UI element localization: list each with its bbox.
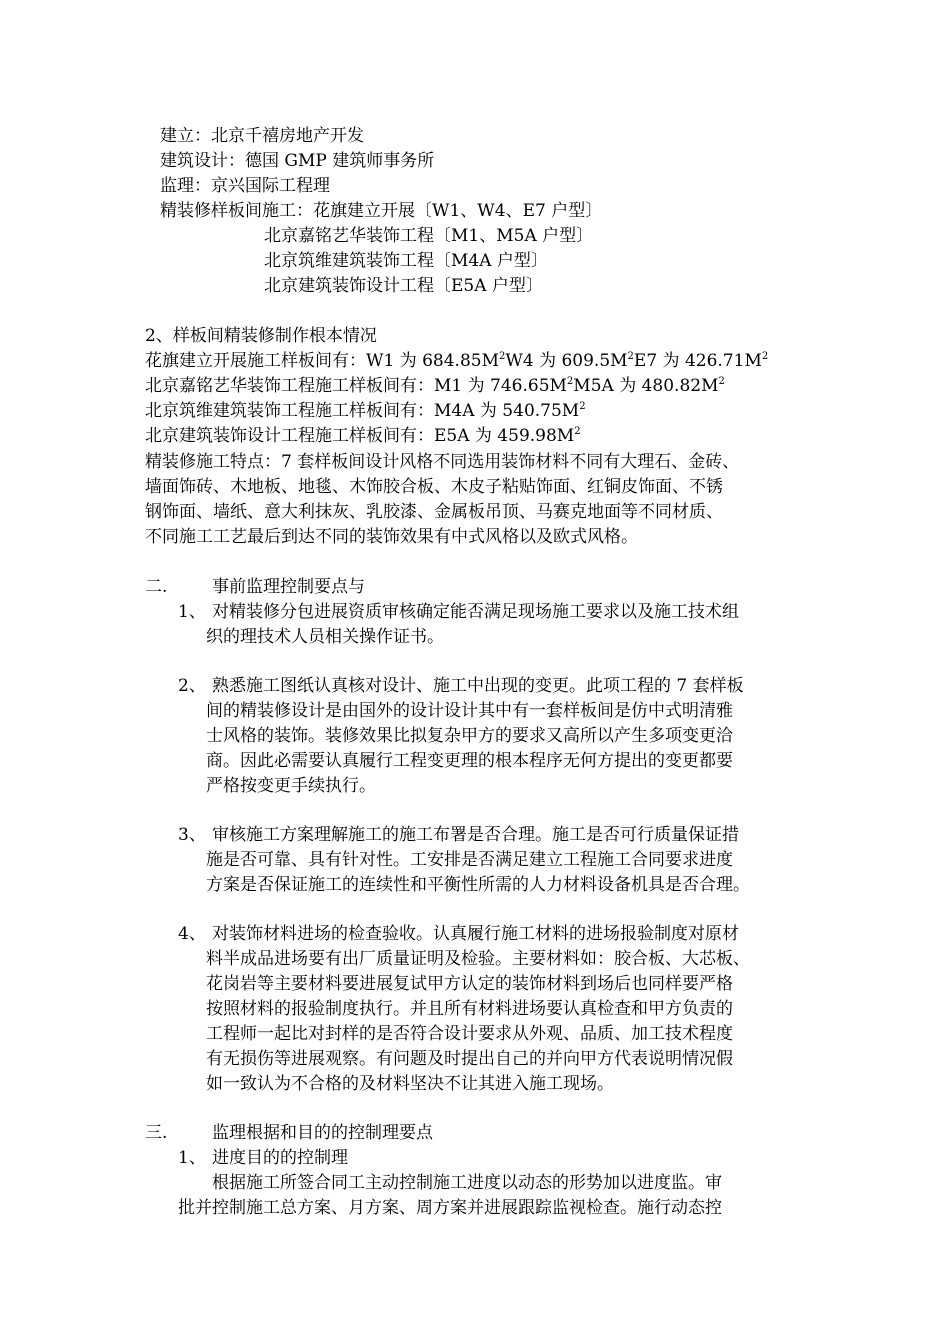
paragraph-line: 不同施工工艺最后到达不同的装饰效果有中式风格以及欧式风格。 [145, 527, 638, 547]
part-number: 二. [145, 577, 168, 597]
area-text: 北京筑维建筑装饰工程施工样板间有：M4A 为 540.75M [145, 401, 580, 421]
item-line: 方案是否保证施工的连续性和平衡性所需的人力材料设备机具是否合理。 [206, 875, 750, 895]
part-heading: 事前监理控制要点与 [212, 577, 365, 597]
area-line [145, 424, 581, 448]
item-number: 3、 [178, 825, 206, 845]
item-line: 如一致认为不合格的及材料坚决不让其进入施工现场。 [206, 1074, 614, 1094]
developer-line: 建立：北京千禧房地产开发 [160, 126, 364, 146]
paragraph-line: 精装修施工特点：7 套样板间设计风格不同选用装饰材料不同有大理石、金砖、 [145, 452, 740, 472]
fitout-contractor-line: 精装修样板间施工：花旗建立开展〔W1、W4、E7 户型〕 [160, 201, 603, 221]
area-text: 北京嘉铭艺华装饰工程施工样板间有：M1 为 746.65M [145, 376, 567, 396]
item-line: 熟悉施工图纸认真核对设计、施工中出现的变更。此项工程的 7 套样板 [212, 676, 744, 696]
superscript: 2 [499, 351, 506, 362]
item-line: 审核施工方案理解施工的施工布署是否合理。施工是否可行质量保证措 [212, 825, 739, 845]
part-number: 三. [145, 1123, 168, 1143]
item-line: 间的精装修设计是由国外的设计设计其中有一套样板间是仿中式明清雅 [206, 701, 733, 721]
supervisor-line: 监理：京兴国际工程理 [160, 176, 330, 196]
fitout-contractor-line: 北京筑维建筑装饰工程〔M4A 户型〕 [264, 251, 548, 271]
item-line: 按照材料的报验制度执行。并且所有材料进场要认真检查和甲方负责的 [206, 999, 733, 1019]
architect-line: 建筑设计：德国 GMP 建筑师事务所 [160, 151, 435, 171]
superscript: 2 [627, 351, 634, 362]
superscript: 2 [718, 376, 725, 387]
paragraph-line: 批并控制施工总方案、月方案、周方案并进展跟踪监视检查。施行动态控 [178, 1198, 722, 1218]
item-number: 1、 [178, 602, 206, 622]
paragraph-line: 钢饰面、墙纸、意大利抹灰、乳胶漆、金属板吊顶、马赛克地面等不同材质、 [145, 502, 723, 522]
item-line: 商。因此必需要认真履行工程变更理的根本程序无何方提出的变更都要 [206, 751, 733, 771]
item-number: 2、 [178, 676, 206, 696]
area-text: M5A 为 480.82M [573, 376, 719, 396]
item-line: 料半成品进场要有出厂质量证明及检验。主要材料如：胶合板、大芯板、 [206, 949, 750, 969]
item-line: 花岗岩等主要材料要进展复试甲方认定的装饰材料到场后也同样要严格 [206, 974, 733, 994]
area-text: 北京建筑装饰设计工程施工样板间有：E5A 为 459.98M [145, 426, 575, 446]
superscript: 2 [566, 376, 574, 387]
item-number: 4、 [178, 924, 206, 944]
item-line: 对装饰材料进场的检查验收。认真履行施工材料的进场报验制度对原材 [212, 924, 739, 944]
superscript: 2 [579, 401, 586, 412]
area-line [145, 399, 586, 423]
superscript: 2 [761, 351, 769, 362]
item-line: 工程师一起比对封样的是否符合设计要求从外观、品质、加工技术程度 [206, 1024, 733, 1044]
area-text: E7 为 426.71M [633, 351, 762, 371]
area-text: W4 为 609.5M [505, 351, 628, 371]
fitout-contractor-line: 北京嘉铭艺华装饰工程〔M1、M5A 户型〕 [264, 226, 594, 246]
item-line: 士风格的装饰。装修效果比拟复杂甲方的要求又高所以产生多项变更洽 [206, 726, 733, 746]
sub-heading: 进度目的的控制理 [212, 1148, 348, 1168]
section-heading: 2、样板间精装修制作根本情况 [145, 326, 377, 346]
item-line: 对精装修分包进展资质审核确定能否满足现场施工要求以及施工技术组 [212, 602, 739, 622]
part-heading: 监理根据和目的的控制理要点 [212, 1123, 433, 1143]
superscript: 2 [574, 426, 581, 437]
fitout-contractor-line: 北京建筑装饰设计工程〔E5A 户型〕 [264, 276, 543, 296]
item-number: 1、 [178, 1148, 206, 1168]
item-line: 织的理技术人员相关操作证书。 [206, 627, 444, 647]
paragraph-line: 根据施工所签合同工主动控制施工进度以动态的形势加以进度监。审 [212, 1173, 722, 1193]
item-line: 施是否可靠、具有针对性。工安排是否满足建立工程施工合同要求进度 [206, 850, 733, 870]
area-line [145, 374, 725, 398]
area-text: 花旗建立开展施工样板间有：W1 为 684.85M [145, 351, 499, 371]
item-line: 有无损伤等进展观察。有问题及时提出自己的并向甲方代表说明情况假 [206, 1049, 733, 1069]
item-line: 严格按变更手续执行。 [206, 776, 376, 796]
area-line [145, 349, 768, 373]
paragraph-line: 墙面饰砖、木地板、地毯、木饰胶合板、木皮子粘贴饰面、红铜皮饰面、不锈 [145, 477, 723, 497]
